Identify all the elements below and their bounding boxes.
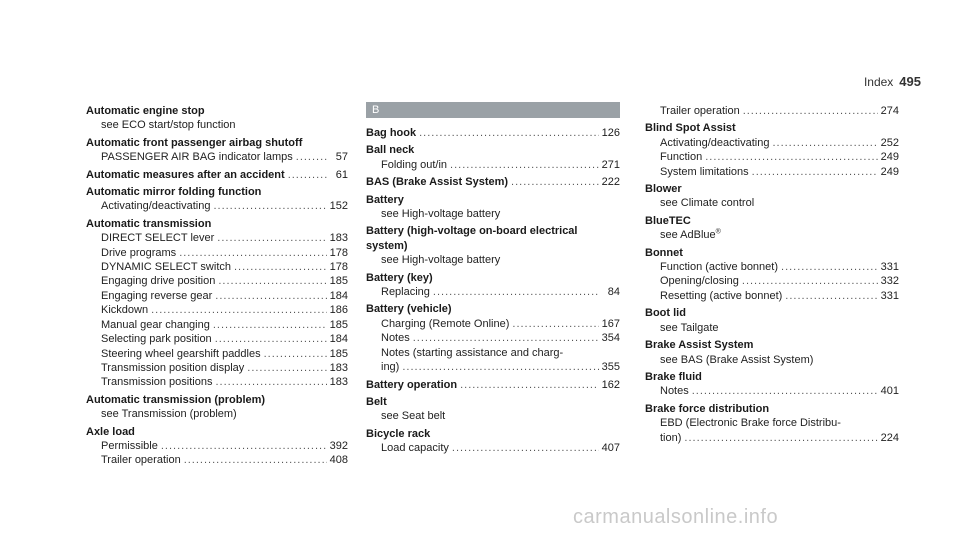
entry-title: Automatic transmission (86, 217, 212, 230)
sub-entry (86, 318, 348, 332)
entry-title: Automatic measures after an accident (86, 168, 285, 181)
entry-heading (86, 185, 348, 199)
entry-heading (645, 182, 899, 196)
dot-leader (742, 274, 878, 288)
page-ref: 249 (880, 151, 899, 164)
sub-entry (366, 346, 620, 360)
index-entry (366, 193, 620, 222)
page-ref: 185 (329, 275, 348, 288)
index-column-3 (645, 104, 899, 448)
dot-leader (781, 260, 878, 274)
dot-leader (264, 347, 327, 361)
registered-mark: ® (715, 228, 721, 236)
sub-entry-text: Load capacity (381, 442, 449, 455)
page-ref: 178 (329, 246, 348, 259)
entry-title: Battery (vehicle) (366, 303, 452, 316)
sub-entry-text: Trailer operation (101, 454, 181, 467)
sub-entry-text: System limitations (660, 165, 749, 178)
header-section-label: Index (863, 75, 894, 89)
page-ref: 222 (601, 176, 620, 189)
sub-entry-text: Notes (381, 332, 410, 345)
dot-leader (213, 318, 327, 332)
sub-entry (366, 331, 620, 345)
sub-entry (86, 150, 348, 164)
sub-entry (366, 207, 620, 221)
dot-leader (247, 361, 326, 375)
index-entry (366, 175, 620, 189)
entry-title: Bicycle rack (366, 427, 431, 440)
page-ref: 162 (601, 378, 620, 391)
sub-entry-text: Kickdown (101, 304, 149, 317)
dot-leader (705, 150, 877, 164)
sub-entry-text: Selecting park position (101, 333, 212, 346)
dot-leader (772, 136, 877, 150)
entry-title: Automatic front passenger airbag shutoff (86, 136, 303, 149)
entry-heading (366, 143, 620, 157)
entry-heading (86, 168, 348, 182)
page-ref: 185 (329, 347, 348, 360)
entry-title: Brake Assist System (645, 339, 754, 352)
index-entry (645, 182, 899, 211)
sub-entry (86, 231, 348, 245)
sub-entry-text: Function (active bonnet) (660, 261, 779, 274)
index-entry (366, 126, 620, 140)
dot-leader (179, 246, 326, 260)
dot-leader (512, 317, 598, 331)
page-ref: 184 (329, 333, 348, 346)
dot-leader (752, 165, 878, 179)
sub-entry-text: DYNAMIC SELECT switch (101, 261, 231, 274)
dot-leader (215, 332, 327, 346)
sub-entry-text: Function (660, 151, 703, 164)
entry-title: Boot lid (645, 307, 686, 320)
sub-entry-text: Engaging reverse gear (101, 289, 213, 302)
entry-title: BlueTEC (645, 214, 691, 227)
entry-title: Blower (645, 183, 682, 196)
entry-title: Ball neck (366, 144, 415, 157)
entry-title: Automatic mirror folding function (86, 186, 262, 199)
sub-entry-text: Notes (starting assistance and charg- (381, 346, 564, 359)
page-header (864, 74, 921, 89)
page-ref: 331 (880, 289, 899, 302)
watermark-logo: carmanualsonline.info (573, 506, 779, 528)
entry-heading (366, 378, 620, 392)
index-entry (645, 306, 899, 335)
sub-entry (366, 441, 620, 455)
entry-title: Battery operation (366, 378, 458, 391)
sub-entry (645, 321, 899, 335)
dot-leader (402, 360, 598, 374)
entry-heading (645, 370, 899, 384)
sub-entry-text: tion) (660, 431, 682, 444)
sub-entry-text: Engaging drive position (101, 275, 216, 288)
page-ref: 407 (601, 442, 620, 455)
index-entry (645, 370, 899, 399)
page-ref: 186 (329, 304, 348, 317)
sub-entry-text: see Seat belt (381, 410, 446, 423)
index-entry (86, 185, 348, 214)
sub-entry-text: see Tailgate (660, 321, 719, 334)
index-entry (86, 104, 348, 133)
sub-entry (645, 289, 899, 303)
sub-entry (366, 409, 620, 423)
page-ref: 183 (329, 376, 348, 389)
sub-entry (645, 136, 899, 150)
section-letter-bar: B (366, 102, 620, 118)
sub-entry-text: see Climate control (660, 197, 755, 210)
page-ref: 392 (329, 439, 348, 452)
dot-leader (692, 384, 878, 398)
dot-leader (511, 175, 599, 189)
page-ref: 57 (335, 151, 348, 164)
page-ref: 331 (880, 261, 899, 274)
entry-title: Belt (366, 395, 387, 408)
entry-title: BAS (Brake Assist System) (366, 176, 509, 189)
sub-entry (366, 253, 620, 267)
dot-leader (450, 158, 599, 172)
sub-entry-text: PASSENGER AIR BAG indicator lamps (101, 151, 293, 164)
sub-entry-text: see Transmission (problem) (101, 408, 237, 421)
sub-entry (86, 361, 348, 375)
sub-entry (86, 347, 348, 361)
entry-heading (86, 136, 348, 150)
entry-heading (86, 217, 348, 231)
entry-title: Battery (key) (366, 271, 433, 284)
sub-entry (645, 416, 899, 430)
sub-entry-text: Replacing (381, 286, 430, 299)
sub-entry (366, 317, 620, 331)
page-ref: 252 (880, 136, 899, 149)
sub-entry-text: see ECO start/stop function (101, 119, 236, 132)
page-number: 495 (899, 74, 921, 89)
entry-title: system) (366, 239, 408, 252)
entry-heading (366, 126, 620, 140)
page-ref: 184 (329, 289, 348, 302)
dot-leader (684, 431, 877, 445)
sub-entry-text: Transmission position display (101, 361, 245, 374)
entry-heading (645, 246, 899, 260)
dot-leader (213, 199, 326, 213)
entry-heading (645, 306, 899, 320)
index-entry (366, 224, 620, 267)
entry-title: Battery (high-voltage on-board electrical (366, 225, 578, 238)
page-ref: 274 (880, 105, 899, 117)
entry-heading (86, 104, 348, 118)
page-ref: 178 (329, 261, 348, 274)
page-ref: 332 (880, 275, 899, 288)
sub-entry (366, 285, 620, 299)
sub-entry (86, 289, 348, 303)
sub-entry-text: see AdBlue® (660, 228, 721, 242)
sub-entry (86, 332, 348, 346)
index-entry (645, 214, 899, 243)
page-ref: 61 (335, 168, 348, 181)
page-ref: 183 (329, 232, 348, 245)
dot-leader (460, 378, 599, 392)
index-column-2 (366, 104, 620, 459)
sub-entry-text: Folding out/in (381, 158, 448, 171)
index-entry (366, 395, 620, 424)
sub-entry (86, 274, 348, 288)
index-column-1 (86, 104, 348, 471)
entry-heading (366, 239, 620, 253)
page-ref: 401 (880, 385, 899, 398)
sub-entry (86, 199, 348, 213)
dot-leader (161, 439, 327, 453)
sub-entry (86, 439, 348, 453)
entry-title: Brake fluid (645, 370, 702, 383)
sub-entry-text: see High-voltage battery (381, 208, 501, 221)
page-ref: 249 (880, 165, 899, 178)
dot-leader (433, 285, 599, 299)
sub-entry (86, 303, 348, 317)
dot-leader (785, 289, 877, 303)
sub-entry (645, 274, 899, 288)
sub-entry (366, 360, 620, 374)
entry-title: Blind Spot Assist (645, 122, 736, 135)
dot-leader (184, 453, 327, 467)
sub-entry (645, 260, 899, 274)
dot-leader (743, 104, 878, 118)
sub-entry (645, 196, 899, 210)
sub-entry (645, 431, 899, 445)
entry-title: Brake force distribution (645, 402, 770, 415)
entry-heading (366, 271, 620, 285)
index-entry (366, 302, 620, 374)
entry-heading (366, 395, 620, 409)
index-entry (645, 338, 899, 367)
index-entry (645, 121, 899, 179)
sub-entry (645, 150, 899, 164)
page-ref: 224 (880, 431, 899, 444)
page-ref: 126 (601, 127, 620, 139)
sub-entry (645, 353, 899, 367)
entry-title: Bag hook (366, 127, 417, 139)
index-entry (366, 143, 620, 172)
sub-entry-text: Activating/deactivating (101, 200, 211, 213)
sub-entry (645, 104, 899, 118)
entry-heading (86, 425, 348, 439)
sub-entry-text: Notes (660, 385, 689, 398)
sub-entry (645, 228, 899, 242)
sub-entry-text: ing) (381, 361, 400, 374)
entry-heading (366, 193, 620, 207)
sub-entry-text: Manual gear changing (101, 318, 210, 331)
page-ref: 185 (329, 318, 348, 331)
entry-heading (366, 302, 620, 316)
entry-title: Bonnet (645, 246, 683, 259)
sub-entry (86, 260, 348, 274)
entry-heading (645, 214, 899, 228)
sub-entry (86, 453, 348, 467)
index-entry (86, 425, 348, 468)
page-ref: 167 (601, 317, 620, 330)
entry-heading (645, 338, 899, 352)
dot-leader (413, 331, 599, 345)
index-entry (86, 393, 348, 422)
dot-leader (234, 260, 327, 274)
sub-entry-text: Trailer operation (660, 105, 740, 117)
page-ref: 355 (601, 361, 620, 374)
sub-entry-text: see High-voltage battery (381, 254, 501, 267)
dot-leader (419, 126, 599, 140)
sub-entry-text: Resetting (active bonnet) (660, 289, 783, 302)
sub-entry-text: Drive programs (101, 246, 177, 259)
sub-entry-text: Activating/deactivating (660, 136, 770, 149)
page-ref: 354 (601, 332, 620, 345)
dot-leader (215, 289, 326, 303)
index-entry (366, 427, 620, 456)
page-ref: 408 (329, 454, 348, 467)
index-entry (366, 378, 620, 392)
dot-leader (288, 168, 327, 182)
index-entry (645, 246, 899, 304)
dot-leader (218, 274, 326, 288)
sub-entry (86, 118, 348, 132)
page-ref: 271 (601, 158, 620, 171)
sub-entry (366, 158, 620, 172)
page-ref: 152 (329, 200, 348, 213)
entry-title: Automatic transmission (problem) (86, 393, 266, 406)
entry-heading (366, 175, 620, 189)
index-entry (645, 104, 899, 118)
entry-heading (645, 402, 899, 416)
entry-heading (366, 427, 620, 441)
sub-entry-text: Transmission positions (101, 376, 213, 389)
sub-entry (86, 375, 348, 389)
index-entry (86, 217, 348, 390)
dot-leader (217, 231, 326, 245)
sub-entry (86, 407, 348, 421)
index-entry (86, 136, 348, 165)
sub-entry-text: DIRECT SELECT lever (101, 232, 215, 245)
index-entry (366, 271, 620, 300)
page-ref: 84 (607, 286, 620, 299)
sub-entry-text: Opening/closing (660, 275, 739, 288)
dot-leader (215, 375, 326, 389)
sub-entry-text: Permissible (101, 439, 158, 452)
sub-entry (645, 165, 899, 179)
entry-heading (86, 393, 348, 407)
index-entry (86, 168, 348, 182)
entry-title: Battery (366, 193, 404, 206)
dot-leader (296, 150, 327, 164)
index-entry (645, 402, 899, 445)
sub-entry-text: EBD (Electronic Brake force Distribu- (660, 417, 841, 430)
dot-leader (151, 303, 327, 317)
entry-heading (366, 224, 620, 238)
entry-title: Axle load (86, 425, 135, 438)
entry-title: Automatic engine stop (86, 105, 205, 117)
page-ref: 183 (329, 361, 348, 374)
sub-entry-text: Steering wheel gearshift paddles (101, 347, 261, 360)
sub-entry (645, 384, 899, 398)
entry-heading (645, 121, 899, 135)
sub-entry (86, 246, 348, 260)
sub-entry-text: see BAS (Brake Assist System) (660, 353, 814, 366)
sub-entry-text: Charging (Remote Online) (381, 317, 510, 330)
dot-leader (452, 441, 599, 455)
